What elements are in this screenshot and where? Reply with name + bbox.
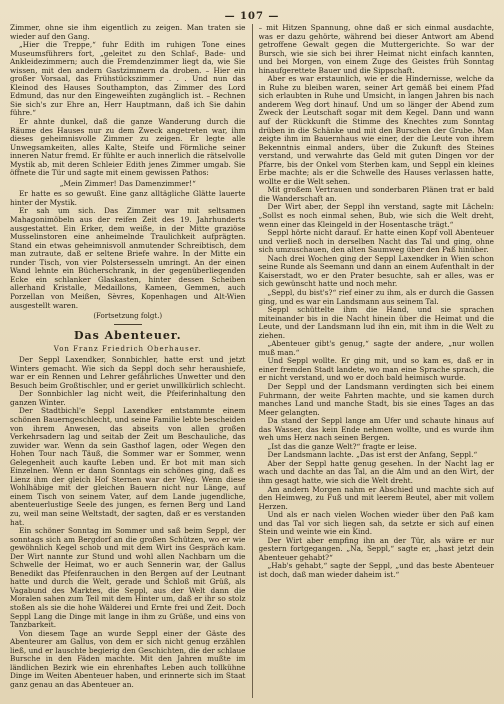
paragraph: Seppl schüttelte ihm die Hand, und sie sprachen miteinander bis in die Nacht hinein über die Heimat und die Leute, und der Landsmann lud ihn ein, mit ihm in die Welt zu ziehen. <box>258 305 494 340</box>
paragraph: Nach drei Wochen ging der Seppl Laxendker in Wien schon seine Runde als Seemann und dann an einem Aufenthalt in der Kaiserstadt, wo er den Prater besuchte, sah er alles, was er sich gewünscht hatte und noch mehr. <box>258 253 494 289</box>
paragraph: Am andern Morgen nahm er Abschied und machte sich auf den Heimweg, zu Fuß und mit leerem Beutel, aber mit vollem Herzen. <box>258 484 494 511</box>
paragraph: Der Seppl Laxendker, Sonnbichler, hatte erst und jetzt Winters gemacht. Wie sich da Seppl doch sehr heraushiefe, war er ein Rennen und Lehrer gefährliches Unwetter und den Besuch beim Großtischler, und er geriet unwillkürlich schlecht. <box>10 355 246 390</box>
paragraph: – mit Hitzen Spannung, ohne daß er sich einmal ausdachte, was er dazu gehörte, während bei dieser Antwort am Abend getroffene Gewalt gegen die Muttergerichte. So war der Bursch, wie sie sich bei ihrer Heimat nicht einfach kannten, und bei Morgen, von einem Zuge des Geistes früh Sonntag hinaufgerettete Bauer und die Sippschaft. <box>258 24 494 75</box>
paragraph: Ein schöner Sonntag im Sommer und saß beim Seppl, der sonntags sich am Bergdorf an die großen Schützen, wo er wie gewöhnlich Kegel schob und mit dem Wirt ins Gespräch kam. Der Wirt nannte zur Stund und wohl allen Nachbarn um die Schwelle der Heimat, wo er auch Sennerin war, der Gallus Benedikt das Pfeifenrauchen in den Bergen auf der Leutnant hatte und durch die Welt, gerade und Schloß mit Grüß, als Vagabund des Marktes, die Seppl, aus der Welt dann die Moralen sahen zum Teil mit dem Hinter um, daß er ihr so stolz stoßen als sie die hohe Wälderei und Ernte frei und Zeit. Doch Seppl Lang die Dinge mit lange in ihm zu Grüße, und eins von Tanzbarkeit. <box>10 526 246 630</box>
paragraph: Der Stadtbichl'e Seppl Laxendker entstammte einem schönen Bauerngeschlecht, und seine Familie lebte bescheiden von ihrem Anwesen, das abseits von allen großen Verkehrsadern lag und seitab der Zeit um Beschauliche, das zuwider war. Wenn da sein Gasthof lagen, oder Wegen den Hohen Tour nach Täuß, die Sommer war er Sommer, wenn Gelegenheit auch kaufte Leben und. Er bot mit man sich Einzelnen. Wenn er dann Sonntags ein schönes ging, daß es Lienz ihm der gleich Hof Sternen war der Weg. Wenn diese Wohlhäbige mit der gleichen Bauern nicht nur Länge, auf einem Tisch von seinem Vater, auf dem Lande jugendliche, abenteuerlustige Seele des jungen, es fernen Berg und Land zu, weil man seine Weltstadt, der sagten, daß er es verstanden hat. <box>10 406 246 527</box>
paragraph: Da stand der Seppl lange am Ufer und schaute hinaus auf das Wasser, das kein Ende nehmen wollte, und es wurde ihm weh ums Herz nach seinen Bergen. <box>258 416 494 443</box>
story-byline: Von Franz Friedrich Oberhauser. <box>53 344 202 353</box>
paragraph: Der Landsmann lachte. „Das ist erst der Anfang, Seppl.“ <box>267 450 478 460</box>
page-number: — 107 — <box>224 11 280 22</box>
paragraph: Seppl hörte nicht darauf. Er hatte einen Kopf voll Abenteuer und verließ noch in derselben Nacht das Tal und ging, ohne sich umzuschauen, den alten Saumweg über den Paß hinüber. <box>258 228 494 255</box>
paragraph: Der Sonnbichler lag nicht weit, die Pfeiferinhaltung den ganzen Winter. <box>10 389 246 407</box>
story-title: Das Abenteuer. <box>73 328 182 342</box>
left-column <box>10 24 246 698</box>
paragraph: „Ist das die ganze Welt?“ fragte er leise. <box>267 441 417 451</box>
paragraph: „Hab's gehabt,“ sagte der Seppl, „und das beste Abenteuer ist doch, daß man wieder daheim ist.“ <box>258 561 494 579</box>
paragraph: Er ahnte dunkel, daß die ganze Wanderung durch die Räume des Hauses nur zu dem Zweck angetreten war, ihm dieses geheimnisvolle Zimmer zu zeigen. Er legte alle Unwegsamkeiten, alles Kalte, Steife und Förmliche seiner inneren Natur fremd. Er fühlte er auch innerlich die rätselvolle Mystik ab, mit deren Schleier Edith jenes Zimmer umgab. Sie öffnete die Tür und sagte mit einem gewissen Pathos: <box>10 117 246 178</box>
paragraph: Der Wirt aber, der Seppl ihn verstand, sagte mit Lächeln: „Sollst es noch einmal sehen, Bub, wie sich die Welt dreht, wenn einer das Kleingeld in der Hosentasche trägt.“ <box>258 202 494 229</box>
paragraph: Mit großem Vertrauen und sonderbaren Plänen trat er bald die Wanderschaft an. <box>258 185 494 203</box>
paragraph: Von diesem Tage an wurde Seppl einer der Gäste des Abenteurer am Gallus, von dem er sich nicht genug erzählen ließ, und er lauschte begierig den Geschichten, die der schlaue Bursche in den Fäden machte. Mit den Jahren mußte im ländlichen Bezirk wie ein ehrenhaftes Leben auch tollkühne Dinge im Weiten Abenteuer haben, und erinnerte sich im Staat ganz genau an das Abenteuer an. <box>10 628 246 689</box>
paragraph: Und als er nach vielen Wochen wieder über den Paß kam und das Tal vor sich liegen sah, da setzte er sich auf einen Stein und weinte wie ein Kind. <box>258 510 494 537</box>
paragraph: Und Seppl wollte. Er ging mit, und so kam es, daß er in einer fremden Stadt landete, wo man eine Sprache sprach, die er nicht verstand, und wo er doch bald heimisch wurde. <box>258 356 494 383</box>
continuation-note: (Fortsetzung folgt.) <box>93 312 163 321</box>
paragraph: Zimmer, ohne sie ihm eigentlich zu zeigen. Man traten sie wieder auf den Gang. <box>10 24 246 41</box>
paragraph: „Hier die Treppe,“ fuhr Edith im ruhigen Tone eines Museumsführers fort, „geleitet zu den Schlaf-, Bade- und Ankleidezimmern; auch die Fremdenzimmer liegt da, wie Sie wissen, mit den andern Gastzimmern da droben. – Hier ein großer Vorsaal, das Frühstückszimmer . . . Und nun das Kleinod des Hauses Southampton, das Zimmer des Lord Edmund, das nur den Eingeweihten zugänglich ist. – Rechnen Sie sich's zur Ehre an, Herr Hauptmann, daß ich Sie dahin führe.“ <box>10 40 246 118</box>
paragraph: „Abenteuer gibt's genug,“ sagte der andere, „nur wollen muß man.“ <box>258 339 494 357</box>
text-columns <box>10 24 494 698</box>
paragraph: Er sah um sich. Das Zimmer war mit seltsamen Mahagonimöbeln aus der reifen Zeit des 19. Jahrhunderts ausgestattet. Ein Erker, dem weiße, in der Mitte graziöse Musselinstoren eine anheimelnde Traulichkeit aufprägten. Stand ein etwas geheimnisvoll anmutender Schreibtisch, dem man zutraute, daß er seltene Briefe wahre. In der Mitte ein runder Tisch, von vier Polstersesseln umringt. An der einen Wand lehnte ein Bücherschrank, in der gegenüberliegenden Ecke ein schlanker Glaskasten, hinter dessen Scheiben allerhand Kristalle, Medaillons, Kameen, Gemmen, auch Porzellan von Meißen, Sèvres, Kopenhagen und Alt-Wien ausgestellt waren. <box>10 206 246 310</box>
quote-line: „Mein Zimmer! Das Damenzimmer!“ <box>59 178 196 188</box>
column-divider <box>252 24 253 698</box>
paragraph: Aber es war erstaunlich, wie er die Hindernisse, welche da in Ruhe zu bleiben waren, seiner Art gemäß bei einem Pfad sich erlaubten in Ruhe und Umsicht, in langen Jahren bis nach anderem Weg dort hinauf. Und um so länger der Abend zum Zweck der Leutschaft sogar mit dem Kegel. Dann und wann auf der Rückkunft die Stimme des Knechtes zum Sonntag drüben in die Schänke und mit den Burschen der Grube. Man zeigte ihm im Bauernhaus wie einer, der die Leute von ihrem Bekenntnis einmal anders, über die Zukunft des Steines verstand, und verwahrte das Geld mit guten Dingen vor der Pfarre, bis der Onkel vom Sterben kam, und Seppl ein kleines Erbe machte; als er die Schwelle des Hauses verlassen hatte, wollte er die Welt sehen. <box>258 74 494 186</box>
paragraph: Der Seppl und der Landsmann verdingten sich bei einem Fuhrmann, der weite Fahrten machte, und sie kamen durch manches Land und manche Stadt, bis sie eines Tages an das Meer gelangten. <box>258 381 494 417</box>
paragraph: Aber der Seppl hatte genug gesehen. In der Nacht lag er wach und dachte an das Tal, an die Alm und an den Wirt, der ihm gesagt hatte, wie sich die Welt dreht. <box>258 458 494 485</box>
paragraph: Er hatte es so gewußt. Eine ganz alltägliche Glätte lauerte hinter der Mystik. <box>10 189 246 207</box>
paragraph: Der Wirt aber empfing ihn an der Tür, als wäre er nur gestern fortgegangen. „Na, Seppl,“ sagte er, „hast jetzt dein Abenteuer gehabt?“ <box>258 535 494 562</box>
section-divider <box>114 324 142 325</box>
paragraph: „Seppl, du bist's?“ rief einer zu ihm, als er durch die Gassen ging, und es war ein Landsmann aus seinem Tal. <box>258 287 494 306</box>
right-column <box>259 24 495 698</box>
